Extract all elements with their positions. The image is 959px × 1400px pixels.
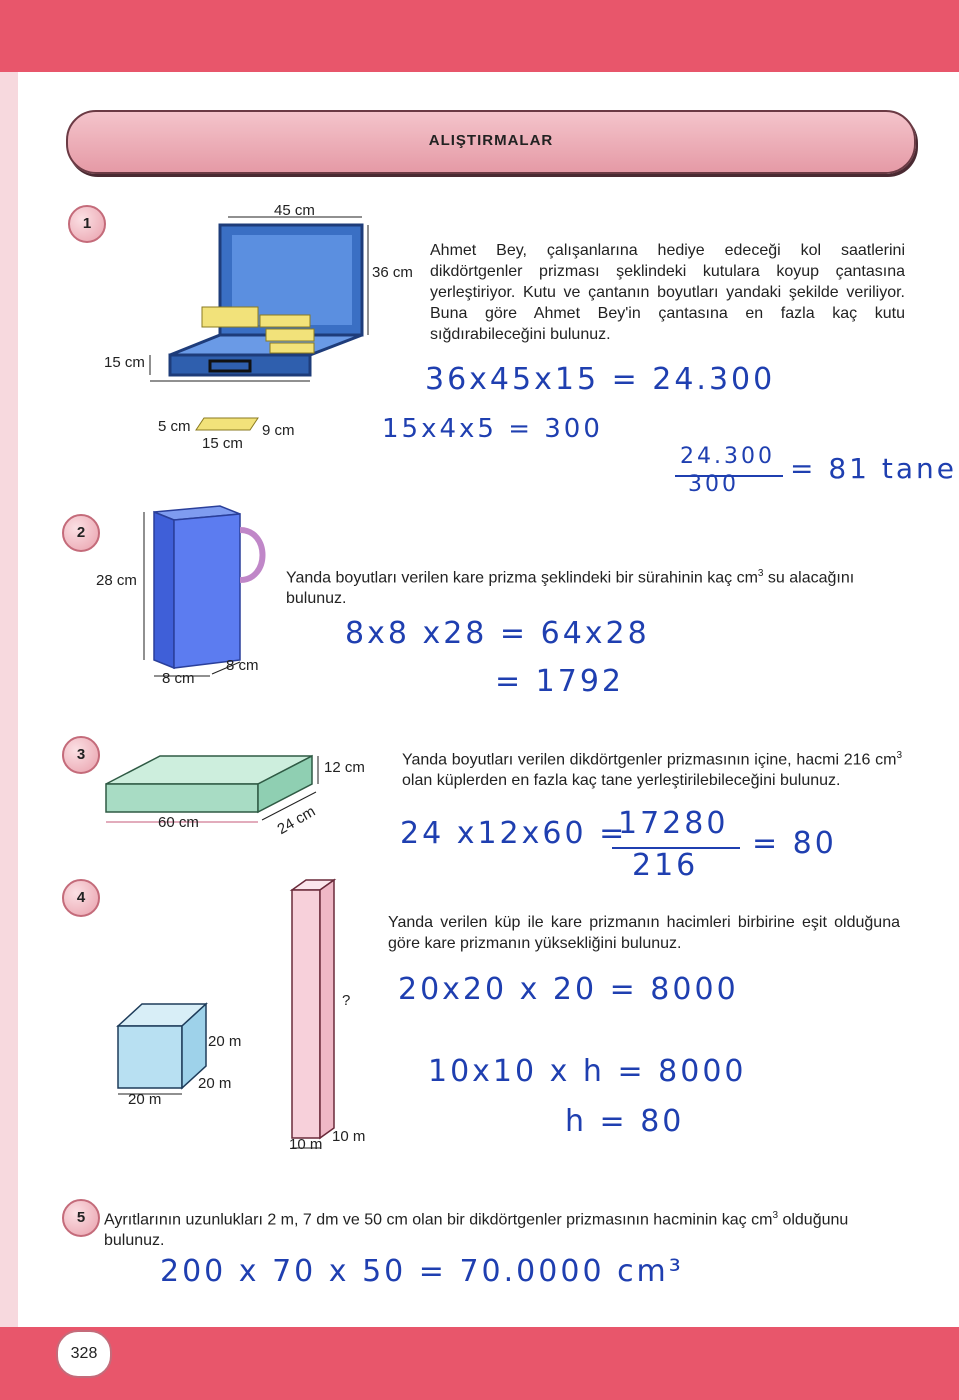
exercise-4-text: Yanda verilen küp ile kare prizmanın hacimleri birbirine eşit olduğuna göre kare prizmanın yüksekliğini bulunuz. [388, 914, 900, 952]
ex3-answer: = 80 [752, 826, 837, 861]
cube-height-label: 20 m [208, 1033, 242, 1050]
briefcase-figure [150, 215, 370, 385]
exercise-2-badge: 2 [62, 514, 100, 552]
exercise-2-text: Yanda boyutları verilen kare prizma şeklindeki bir sürahinin kaç $cm^3$ su alacağını bulunuz. [286, 568, 855, 608]
ex1-work-line1: 36x45x15 = 24.300 [425, 362, 776, 397]
prism-depth-label: 10 m [332, 1128, 366, 1145]
ex1-answer: = 81 tane [790, 452, 957, 485]
prism-height-label: 12 cm [324, 759, 365, 776]
ex3-fraction-denominator: 216 [632, 848, 699, 883]
box-height-label: 5 cm [158, 418, 191, 435]
bottom-color-band [0, 1327, 959, 1400]
ex4-work-line2: 10x10 x h = 8000 [428, 1054, 747, 1089]
ex1-work-line2: 15x4x5 = 300 [382, 414, 603, 444]
exercise-3-text: Yanda boyutları verilen dikdörtgenler prizmasının içine, hacmi 216 $cm^3$ olan küplerden en fazla kaç tane yerleştirilebileceğini bulunuz. [402, 750, 902, 790]
prism-unknown-height-label: ? [342, 992, 351, 1009]
box-length-label: 9 cm [262, 422, 295, 439]
ex3-fraction-numerator: 17280 [618, 806, 729, 841]
cube-width-label: 20 m [128, 1091, 162, 1108]
exercise-1-text: Ahmet Bey, çalışanlarına hediye edeceği kol saatlerini dikdörtgenler prizması şeklindeki kutulara koyup çantasına yerleştiriyor. Kutu ve çantanın boyutları yandaki şekilde veriliyor. Buna göre Ahmet Bey'in çantasına en fazla kaç kutu sığdırabileceğini bulunuz. [430, 242, 905, 343]
ex1-fraction-denominator: 300 [688, 472, 739, 497]
prism-length-label: 60 cm [158, 814, 199, 831]
cube-depth-label: 20 m [198, 1075, 232, 1092]
section-title: ALIŞTIRMALAR [428, 132, 554, 149]
section-header [66, 110, 916, 174]
pitcher-width-label: 8 cm [162, 670, 195, 687]
top-color-band [0, 0, 959, 72]
ex2-work-line2: = 1792 [495, 664, 625, 699]
ex3-work-line1: 24 x12x60 = [400, 816, 628, 851]
ex5-work-line1: 200 x 70 x 50 = 70.0000 cm³ [160, 1254, 684, 1289]
page-number: 328 [56, 1330, 112, 1378]
exercise-5-badge: 5 [62, 1199, 100, 1237]
ex4-answer: h = 80 [565, 1104, 685, 1139]
left-margin-strip [0, 72, 18, 1327]
exercise-4-badge: 4 [62, 879, 100, 917]
prism-side-label: 10 m [289, 1136, 323, 1153]
exercise-3-badge: 3 [62, 736, 100, 774]
ex1-fraction-numerator: 24.300 [680, 444, 775, 469]
ex2-work-line1: 8x8 x28 = 64x28 [345, 616, 650, 651]
prism-width-label: 24 cm [274, 802, 319, 839]
pitcher-height-label: 28 cm [96, 572, 137, 589]
bag-height-label: 36 cm [372, 264, 413, 281]
watch-box-figure [196, 414, 260, 434]
pitcher-depth-label: 8 cm [226, 657, 259, 674]
exercise-1-badge: 1 [68, 205, 106, 243]
box-width-label: 15 cm [202, 435, 243, 452]
exercise-5-text: Ayrıtlarının uzunlukları 2 m, 7 dm ve 50 cm olan bir dikdörtgenler prizmasının hacminin kaç $cm^3$ olduğunu bulunuz. [104, 1210, 849, 1250]
bag-width-label: 45 cm [274, 202, 315, 219]
ex4-work-line1: 20x20 x 20 = 8000 [398, 972, 739, 1007]
bag-depth-label: 15 cm [104, 354, 145, 371]
